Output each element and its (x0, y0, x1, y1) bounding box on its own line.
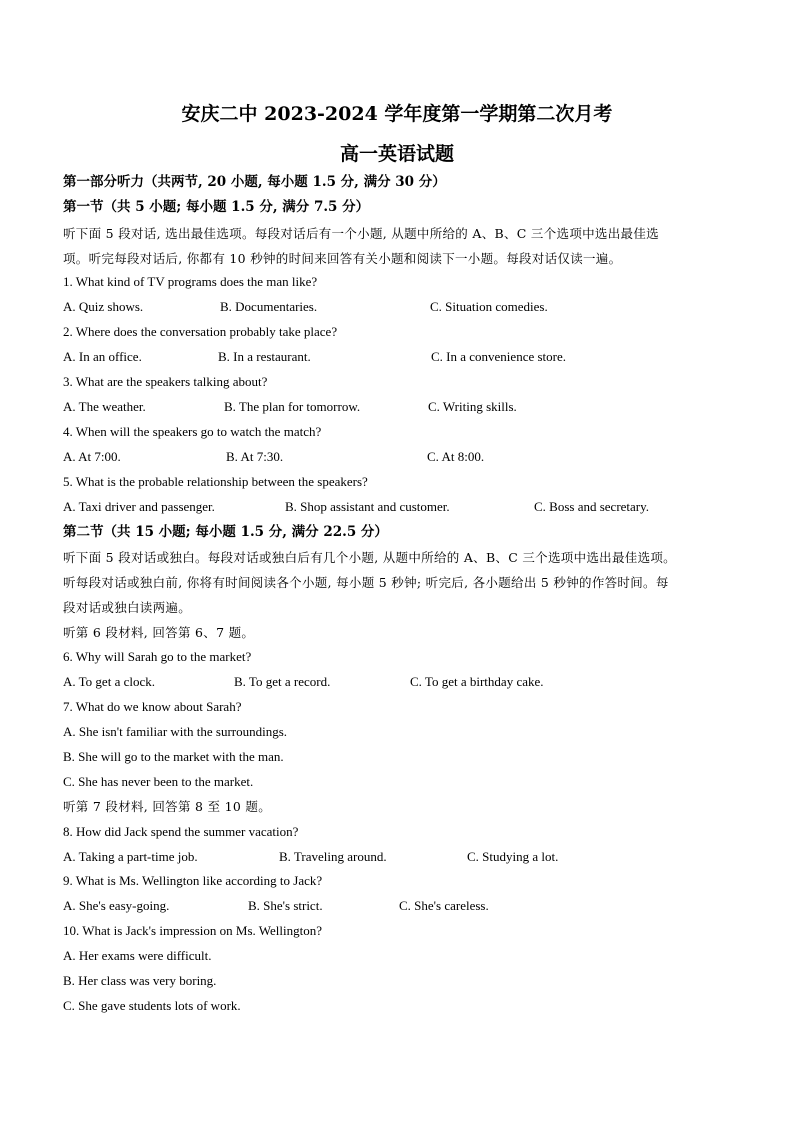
question-10-option-c: C. She gave students lots of work. (63, 998, 241, 1013)
question-3-option-b: B. The plan for tomorrow. (224, 399, 361, 414)
question-4: 4. When will the speakers go to watch the match? (63, 424, 322, 439)
question-6-option-c: C. To get a birthday cake. (410, 674, 544, 689)
section2-instruction-line: 听下面 5 段对话或独白。每段对话或独白后有几个小题, 从题中所给的 A、B、C 三个选项中选出最佳选项。 (63, 550, 676, 565)
section1-instruction-line: 项。听完每段对话后, 你都有 10 秒钟的时间来回答有关小题和阅读下一小题。每段对话仅读一遍。 (63, 251, 622, 266)
section1-instruction-line: 听下面 5 段对话, 选出最佳选项。每段对话后有一个小题, 从题中所给的 A、B、C 三个选项中选出最佳选 (63, 226, 659, 241)
question-8-option-a: A. Taking a part-time job. (63, 849, 198, 864)
section1-heading: 第一节（共 5 小题; 每小题 1.5 分, 满分 7.5 分） (63, 199, 370, 215)
question-5-option-c: C. Boss and secretary. (534, 499, 650, 514)
question-7-option-a: A. She isn't familiar with the surroundings. (63, 724, 288, 739)
question-1-option-b: B. Documentaries. (220, 299, 318, 314)
question-8-option-b: B. Traveling around. (279, 849, 387, 864)
exam-subtitle: 高一英语试题 (339, 143, 454, 165)
question-9-option-b: B. She's strict. (248, 898, 323, 913)
question-6-option-b: B. To get a record. (234, 674, 331, 689)
question-9-option-c: C. She's careless. (399, 898, 489, 913)
question-2-option-c: C. In a convenience store. (431, 349, 567, 364)
section2-instruction-line: 段对话或独白读两遍。 (63, 600, 192, 615)
question-4-option-a: A. At 7:00. (63, 449, 121, 464)
question-7-option-c: C. She has never been to the market. (63, 774, 254, 789)
question-10-option-a: A. Her exams were difficult. (63, 948, 212, 963)
question-1-option-a: A. Quiz shows. (63, 299, 144, 314)
section2-heading: 第二节（共 15 小题; 每小题 1.5 分, 满分 22.5 分） (63, 524, 388, 540)
question-6-option-a: A. To get a clock. (63, 674, 155, 689)
question-5: 5. What is the probable relationship between the speakers? (63, 474, 368, 489)
question-10-option-b: B. Her class was very boring. (63, 973, 217, 988)
question-5-option-a: A. Taxi driver and passenger. (63, 499, 215, 514)
material-7-heading: 听第 7 段材料, 回答第 8 至 10 题。 (63, 799, 271, 814)
question-3: 3. What are the speakers talking about? (63, 374, 268, 389)
question-1: 1. What kind of TV programs does the man like? (63, 274, 318, 289)
exam-title: 安庆二中 2023-2024 学年度第一学期第二次月考 (181, 103, 613, 125)
question-2-option-b: B. In a restaurant. (218, 349, 311, 364)
question-3-option-a: A. The weather. (63, 399, 146, 414)
question-2-option-a: A. In an office. (63, 349, 142, 364)
question-5-option-b: B. Shop assistant and customer. (285, 499, 450, 514)
material-6-heading: 听第 6 段材料, 回答第 6、7 题。 (63, 625, 255, 640)
section2-instruction-line: 听每段对话或独白前, 你将有时间阅读各个小题, 每小题 5 秒钟; 听完后, 各小题给出 5 秒钟的作答时间。每 (63, 575, 669, 590)
question-10: 10. What is Jack's impression on Ms. Wellington? (63, 923, 322, 938)
question-8-option-c: C. Studying a lot. (467, 849, 559, 864)
question-4-option-b: B. At 7:30. (226, 449, 284, 464)
question-7-option-b: B. She will go to the market with the man. (63, 749, 284, 764)
question-7: 7. What do we know about Sarah? (63, 699, 242, 714)
question-6: 6. Why will Sarah go to the market? (63, 649, 252, 664)
question-2: 2. Where does the conversation probably take place? (63, 324, 338, 339)
question-8: 8. How did Jack spend the summer vacation? (63, 824, 299, 839)
part1-heading: 第一部分听力（共两节, 20 小题, 每小题 1.5 分, 满分 30 分） (63, 174, 446, 190)
question-9: 9. What is Ms. Wellington like according to Jack? (63, 873, 323, 888)
question-1-option-c: C. Situation comedies. (430, 299, 548, 314)
question-4-option-c: C. At 8:00. (427, 449, 485, 464)
question-3-option-c: C. Writing skills. (428, 399, 517, 414)
question-9-option-a: A. She's easy-going. (63, 898, 170, 913)
